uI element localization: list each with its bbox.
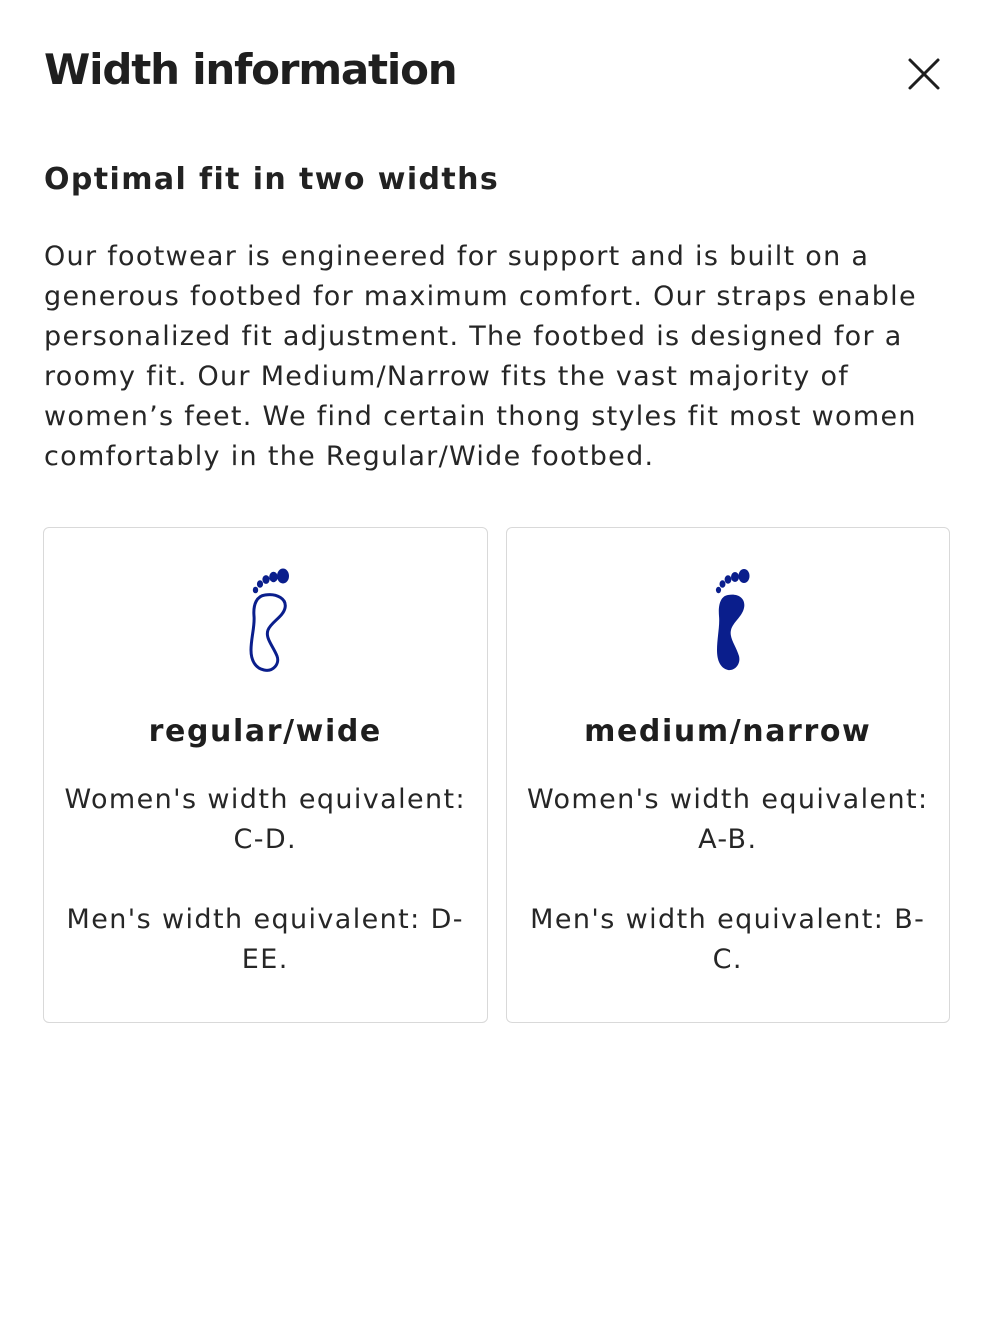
womens-width-equivalent: Women's width equivalent: C-D. <box>64 784 467 855</box>
close-button[interactable] <box>900 50 948 98</box>
mens-width-equivalent: Men's width equivalent: D-EE. <box>66 904 464 975</box>
width-title: regular/wide <box>148 714 382 749</box>
mens-width-equivalent: Men's width equivalent: B-C. <box>530 904 926 975</box>
modal-title: Width information <box>44 45 457 94</box>
width-options <box>43 527 950 1023</box>
close-icon <box>900 50 948 98</box>
width-card-regular-wide <box>43 527 488 1023</box>
foot-filled-icon <box>698 566 758 676</box>
width-description: Our footwear is engineered for support and is built on a generous footbed for maximum comfort. Our straps enable personalized fit adjustment. The footbed is designed for a roomy fit. Our Medium/Narrow fits the vast majority of women’s feet. We find certain thong styles fit most women comfortably in the Regular/Wide footbed. <box>44 241 917 472</box>
foot-outline-icon <box>235 566 295 676</box>
width-title: medium/narrow <box>584 714 872 749</box>
width-card-medium-narrow <box>506 527 951 1023</box>
womens-width-equivalent: Women's width equivalent: A-B. <box>526 784 929 855</box>
section-subtitle: Optimal fit in two widths <box>44 162 500 197</box>
